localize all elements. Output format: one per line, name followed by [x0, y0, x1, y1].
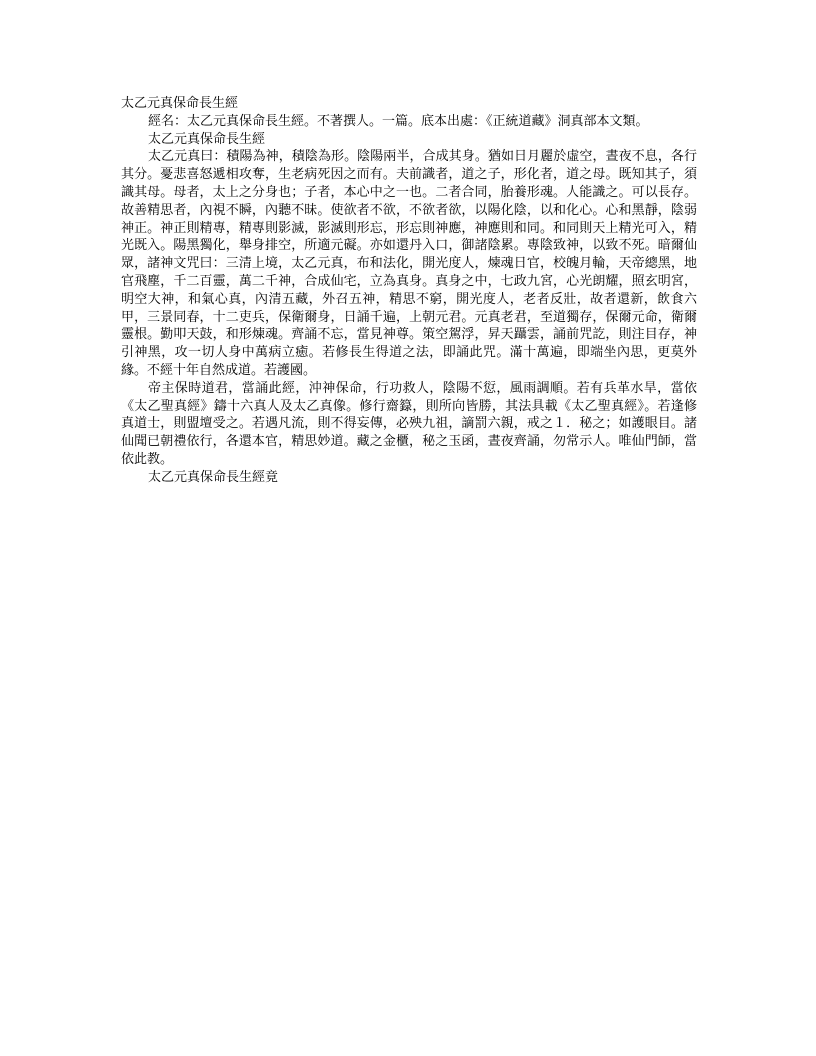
document-ending: 太乙元真保命長生經竟: [148, 469, 279, 485]
document-page: [121, 95, 697, 487]
body-paragraph-1: 太乙元真曰：積陽為神，積陰為形。陰陽兩半，合成其身。猶如日月麗於虛空，晝夜不息，各行其分。憂悲喜怒遞相攻奪，生老病死因之而有。夫前識者，道之子，形化者，道之母。既知其子，須識其母。母者，太上之分身也；子者，本心中之一也。二者合同，胎養形魂。人能識之。可以長存。故善精思者，內視不瞬，內聽不昧。使欲者不欲，不欲者欲，以陽化陰，以和化心。心和黑靜，陰弱神正。神正則精專，精專則影滅，影滅則形忘，形忘則神應，神應則和同。和同則天上精光可入，精光既入。陽黑獨化，舉身排空，所適元礙。亦如還丹入口，御諸陰累。專陰致神，以致不死。暗爾仙眾，諸神文咒曰：三清上境，太乙元真，布和法化，開光度人，煉魂日官，校魄月輪，天帝總黑，地官飛塵，千二百靈，萬二千神，合成仙宅，立為真身。真身之中，七政九宮，心光朗耀，照玄明宮，明空大神，和氣心真，內清五藏，外召五神，精思不窮，開光度人，老者反壯，故者還新，飲食六甲，三景同春，十二吏兵，保衛爾身，日誦千遍，上朝元君。元真老君，至道獨存，保爾元命，衛爾靈根。勤叩天鼓，和形煉魂。齊誦不忘，當見神尊。策空駕浮，昇天躡雲，誦前咒訖，則注目存，神引神黑，攻一切人身中萬病立癒。若修長生得道之法，即誦此咒。滿十萬遍，即端坐內思，更莫外緣。不經十年自然成道。若護國。: [121, 149, 697, 378]
document-subtitle: 太乙元真保命長生經: [148, 131, 266, 147]
document-metadata: 經名：太乙元真保命長生經。不著撰人。一篇。底本出處：《正統道藏》洞真部本文類。: [148, 113, 649, 129]
body-paragraph-2: 帝主保時道君，當誦此經，沖神保命，行功救人，陰陽不愆，風雨調順。若有兵革水旱，當依《太乙聖真經》鑄十六真人及太乙真像。修行齋籙，則所向皆勝，其法具載《太乙聖真經》。若逢修真道士，則盟壇受之。若遇凡流，則不得妄傳，必殃九祖，謫罰六親，戒之１．秘之；如護眼目。諸仙聞已朝禮依行，各還本官，精思妙道。藏之金櫃，秘之玉函，晝夜齊誦，勿常示人。唯仙門師，當依此教。: [121, 380, 697, 467]
document-title: 太乙元真保命長生經: [121, 96, 239, 111]
